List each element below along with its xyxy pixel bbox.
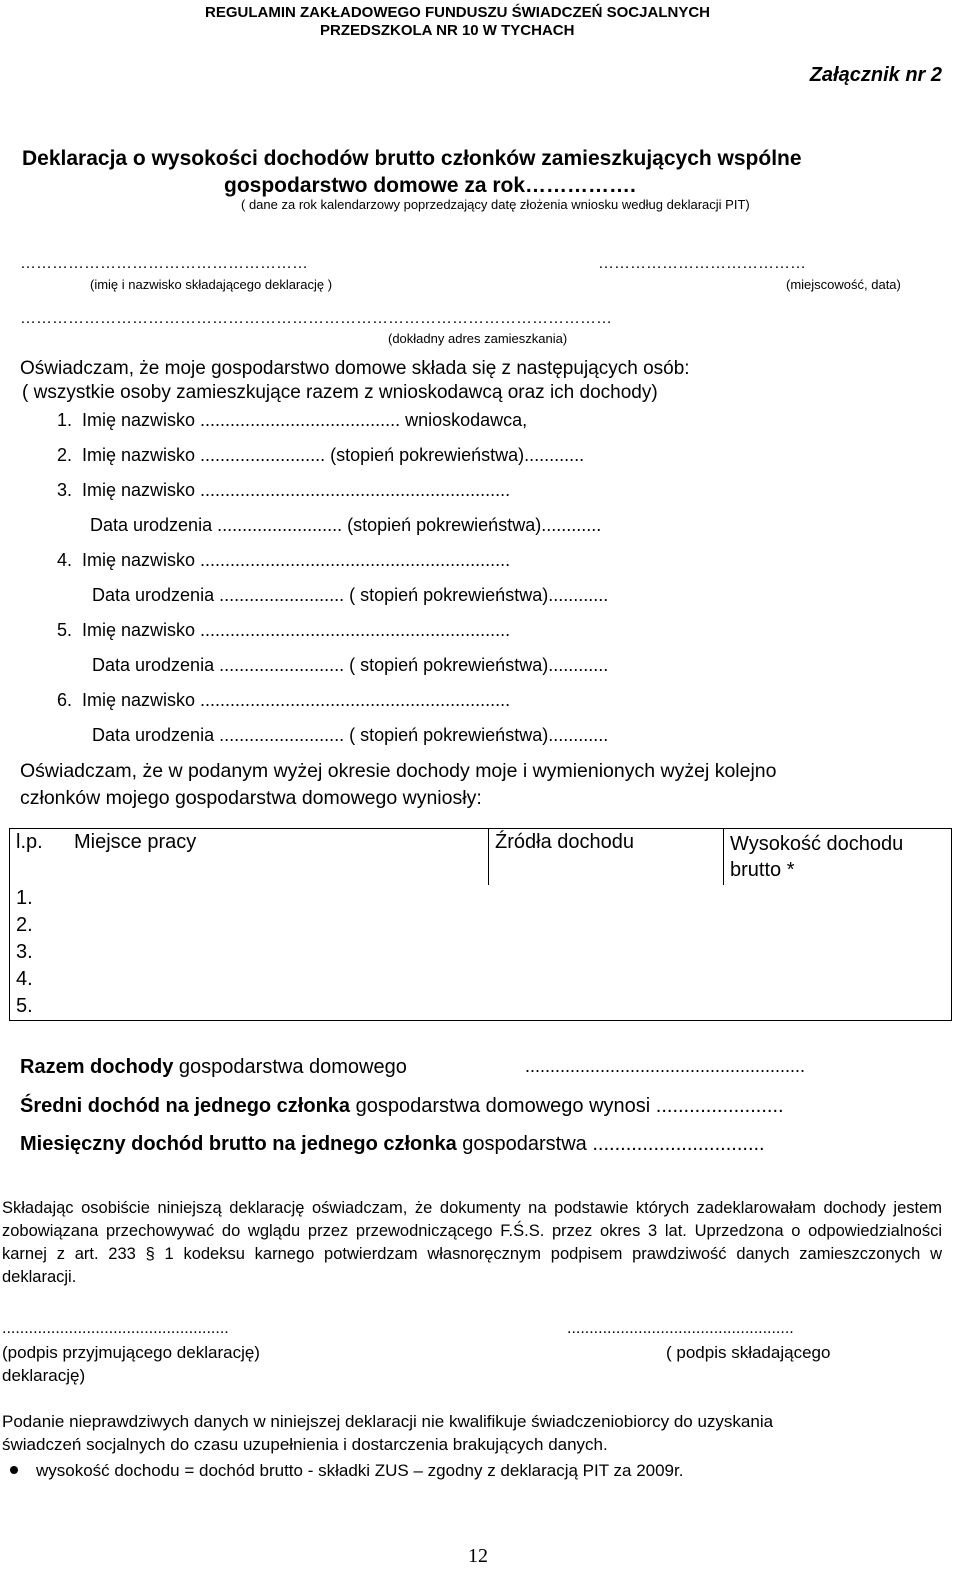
household-intro-1: Oświadczam, że moje gospodarstwo domowe składa się z następujących osób: [20, 358, 690, 379]
member-line: Imię nazwisko ......................... (stopień pokrewieństwa)............ [82, 445, 585, 465]
declaration-paragraph: Składając osobiście niniejszą deklarację oświadczam, że dokumenty na podstawie których zadeklarowałam dochody jestem zobowiązana przechowywać do wglądu przez przewodniczącego F.Ś.S. przez okres 3 lat. Uprzedzona o odpowiedzialności karnej z art. 233 § 1 kodeksu karnego potwierdzam własnoręcznym podpisem prawdziwość danych zamieszczonych w deklaracji. [2, 1199, 942, 1286]
member-5 [42, 620, 510, 641]
member-number: 6. [56, 690, 72, 710]
member-1 [42, 410, 527, 431]
signature-left-dots: ................................................... [2, 1320, 229, 1337]
attachment-label: Załącznik nr 2 [809, 64, 942, 86]
income-statement-1: Oświadczam, że w podanym wyżej okresie dochody moje i wymienionych wyżej kolejno [20, 760, 777, 782]
title-line-1: Deklaracja o wysokości dochodów brutto członków zamieszkujących wspólne [22, 147, 802, 170]
row-cell [68, 912, 489, 939]
row-cell [489, 912, 724, 939]
row-cell [724, 939, 952, 966]
table-row [10, 993, 952, 1021]
row-cell [489, 993, 724, 1021]
address-caption: (dokładny adres zamieszkania) [388, 331, 568, 346]
place-dots: ………………………………… [598, 255, 806, 272]
table-row [10, 966, 952, 993]
header-line-1: REGULAMIN ZAKŁADOWEGO FUNDUSZU ŚWIADCZEŃ SOCJALNYCH [205, 4, 710, 21]
income-statement-2: członków mojego gospodarstwa domowego wyniosły: [20, 787, 482, 809]
member-3-birth: Data urodzenia ......................... (stopień pokrewieństwa)............ [90, 515, 602, 535]
table-row [10, 885, 952, 912]
monthly-income [20, 1133, 765, 1156]
member-6-birth: Data urodzenia ......................... ( stopień pokrewieństwa)............ [92, 725, 609, 745]
table-row [10, 912, 952, 939]
monthly-label: Miesięczny dochód brutto na jednego członka [20, 1133, 457, 1155]
average-label: Średni dochód na jednego członka [20, 1095, 351, 1117]
member-number: 3. [56, 480, 72, 500]
header-lp: l.p. [10, 829, 69, 886]
bullet-icon [10, 1466, 18, 1474]
household-intro-2: ( wszystkie osoby zamieszkujące razem z wnioskodawcą oraz ich dochody) [22, 382, 658, 403]
member-number: 5. [56, 620, 72, 640]
row-cell [724, 966, 952, 993]
row-cell [724, 885, 952, 912]
row-cell [724, 912, 952, 939]
member-line: Imię nazwisko .............................................................. [82, 550, 511, 570]
row-number: 3. [10, 939, 69, 966]
row-cell [489, 885, 724, 912]
monthly-label-rest: gospodarstwa ............................... [456, 1133, 765, 1155]
average-label-rest: gospodarstwa domowego wynosi ....................... [350, 1095, 784, 1117]
footnote-text: wysokość dochodu = dochód brutto - składki ZUS – zgodny z deklaracją PIT za 2009r. [36, 1461, 684, 1480]
income-table-header [10, 829, 952, 886]
footnote [10, 1461, 683, 1481]
average-income [20, 1095, 784, 1118]
member-line: Imię nazwisko ........................................ wnioskodawca, [82, 410, 528, 430]
member-line: Imię nazwisko .............................................................. [82, 620, 511, 640]
row-number: 2. [10, 912, 69, 939]
member-5-birth: Data urodzenia ......................... ( stopień pokrewieństwa)............ [92, 655, 609, 675]
member-number: 4. [56, 550, 72, 570]
member-number: 2. [56, 445, 72, 465]
member-2 [42, 445, 584, 466]
row-cell [68, 993, 489, 1021]
name-caption: (imię i nazwisko składającego deklarację ) [90, 277, 333, 292]
title-subtitle: ( dane za rok kalendarzowy poprzedzający datę złożenia wniosku według deklaracji PIT) [241, 197, 750, 212]
signature-right-caption: ( podpis składającego [666, 1343, 831, 1362]
address-dots: ………………………………………………………………………………………………… [20, 310, 612, 327]
title-line-2: gospodarstwo domowe za rok……………. [224, 174, 636, 197]
member-line: Imię nazwisko .............................................................. [82, 690, 511, 710]
row-number: 5. [10, 993, 69, 1021]
row-cell [68, 885, 489, 912]
warning-line-2: świadczeń socjalnych do czasu uzupełnienia i dostarczenia brakujących danych. [2, 1435, 608, 1454]
page-number: 12 [468, 1545, 488, 1567]
total-label-rest: gospodarstwa domowego [173, 1056, 407, 1078]
header-income-amount: Wysokość dochodu brutto * [724, 829, 952, 886]
member-line: Imię nazwisko .............................................................. [82, 480, 511, 500]
name-dots: ……………………………………………… [20, 255, 308, 272]
row-cell [489, 966, 724, 993]
row-cell [68, 939, 489, 966]
row-number: 1. [10, 885, 69, 912]
row-cell [68, 966, 489, 993]
header-income-source: Źródła dochodu [489, 829, 724, 886]
member-3 [42, 480, 510, 501]
member-number: 1. [56, 410, 72, 430]
signature-right-caption-cont: deklarację) [2, 1366, 86, 1385]
member-4 [42, 550, 510, 571]
signature-right-dots: ................................................... [567, 1320, 794, 1337]
total-household-income [20, 1056, 407, 1079]
member-6 [42, 690, 510, 711]
place-caption: (miejscowość, data) [786, 277, 901, 292]
warning-line-1: Podanie nieprawdziwych danych w niniejszej deklaracji nie kwalifikuje świadczeniobiorcy do uzyskania [2, 1412, 774, 1431]
header-workplace: Miejsce pracy [68, 829, 489, 886]
total-household-dots: ........................................................ [525, 1056, 806, 1076]
table-row [10, 939, 952, 966]
total-label: Razem dochody [20, 1056, 174, 1078]
header-line-2: PRZEDSZKOLA NR 10 W TYCHACH [320, 22, 575, 39]
row-number: 4. [10, 966, 69, 993]
member-4-birth: Data urodzenia ......................... ( stopień pokrewieństwa)............ [92, 585, 609, 605]
row-cell [489, 939, 724, 966]
row-cell [724, 993, 952, 1021]
signature-left-caption: (podpis przyjmującego deklarację) [2, 1343, 260, 1362]
income-table [9, 828, 952, 1021]
